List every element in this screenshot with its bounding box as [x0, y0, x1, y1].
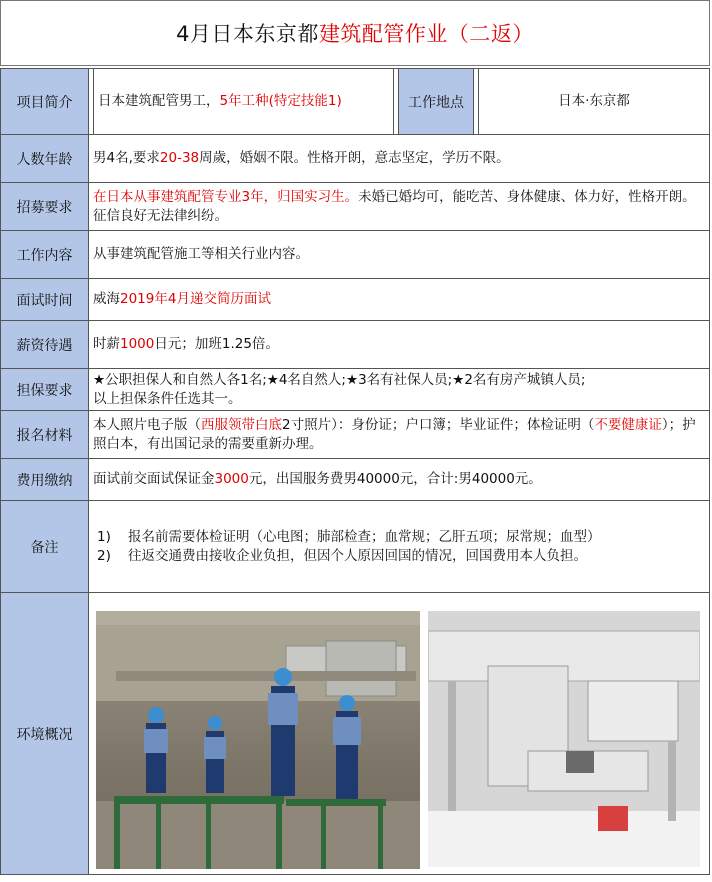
age-text-2: 周歲，婚姻不限。性格开朗，意志坚定，学历不限。: [199, 150, 510, 166]
title-prefix: 4月日本东京都: [176, 22, 319, 46]
age-highlight: 20-38: [159, 150, 200, 166]
label-salary: 薪资待遇: [1, 321, 89, 368]
salary-text-1: 时薪: [93, 336, 120, 352]
value-materials: [89, 411, 710, 458]
value-interview: [89, 279, 710, 320]
materials-text-1: 本人照片电子版（: [93, 416, 201, 433]
materials-highlight-1: 西服领带白底: [201, 416, 282, 433]
project-highlight: 5年工种(特定技能1): [219, 93, 342, 109]
value-content: 从事建筑配管施工等相关行业内容。: [89, 231, 710, 278]
label-notes: 备注: [1, 501, 89, 592]
materials-highlight-2: 不要健康证: [594, 416, 662, 433]
fee-text-2: 元，出国服务费男40000元，合计:男40000元。: [248, 471, 542, 487]
guarantee-line-1: ★公职担保人和自然人各1名;★4名自然人;★3名有社保人员;★2名有房产城镇人员;: [93, 371, 586, 388]
value-guarantee: [89, 369, 710, 410]
label-materials: 报名材料: [1, 411, 89, 458]
row-content: [1, 231, 710, 279]
project-text: 日本建筑配管男工，: [98, 93, 220, 109]
note-item: 2) 往返交通费由接收企业负担，但因个人原因回国的情况，回国费用本人负担。: [97, 547, 588, 564]
note-item: 1) 报名前需要体检证明（心电图；肺部检查；血常规；乙肝五项；尿常规；血型）: [97, 528, 601, 545]
label-age: 人数年龄: [1, 135, 89, 182]
age-text-1: 男4名,要求: [93, 150, 160, 166]
guarantee-line-2: 以上担保条件任选其一。: [93, 390, 242, 407]
interview-text: 威海: [93, 291, 120, 307]
salary-highlight: 1000: [120, 336, 155, 352]
value-salary: [89, 321, 710, 368]
row-guarantee: [1, 369, 710, 411]
row-materials: [1, 411, 710, 459]
row-requirements: [1, 183, 710, 231]
value-project: [94, 69, 394, 134]
interview-highlight: 2019年4月递交简历面试: [120, 291, 271, 307]
page-title: [0, 0, 710, 66]
fee-text-1: 面试前交面试保证金: [93, 471, 215, 487]
fee-highlight: 3000: [214, 471, 249, 487]
label-fee: 费用缴纳: [1, 459, 89, 500]
label-content: 工作内容: [1, 231, 89, 278]
label-guarantee: 担保要求: [1, 369, 89, 410]
ductwork-photo: [428, 611, 700, 867]
label-requirements: 招募要求: [1, 183, 89, 230]
value-notes: [89, 501, 710, 592]
label-location: 工作地点: [399, 69, 474, 134]
row-fee: [1, 459, 710, 501]
label-interview: 面试时间: [1, 279, 89, 320]
row-salary: [1, 321, 710, 369]
value-age: [89, 135, 710, 182]
materials-text-2: 2寸照片）：身份证；户口簿；毕业证件；体检证明（: [282, 416, 595, 433]
value-location: 日本·东京都: [479, 69, 710, 134]
row-project: [1, 69, 710, 135]
materials-text-3: ）；护照白本，有出国记录的需要重新办理。: [93, 416, 696, 452]
label-project: 项目简介: [1, 69, 89, 134]
title-highlight: 建筑配管作业（二返）: [318, 22, 534, 46]
req-highlight: 在日本从事建筑配管专业3年，归国实习生。: [93, 188, 359, 205]
row-interview: [1, 279, 710, 321]
salary-text-2: 日元；加班1.25倍。: [154, 336, 279, 352]
req-text: 未婚已婚均可，能吃苦、身体健康、体力好，性格开朗。征信良好无法律纠纷。: [93, 188, 696, 224]
workers-photo: [96, 611, 420, 869]
value-fee: [89, 459, 710, 500]
label-environment: 环境概况: [1, 593, 89, 874]
row-notes: [1, 501, 710, 593]
row-age: [1, 135, 710, 183]
value-requirements: [89, 183, 710, 230]
